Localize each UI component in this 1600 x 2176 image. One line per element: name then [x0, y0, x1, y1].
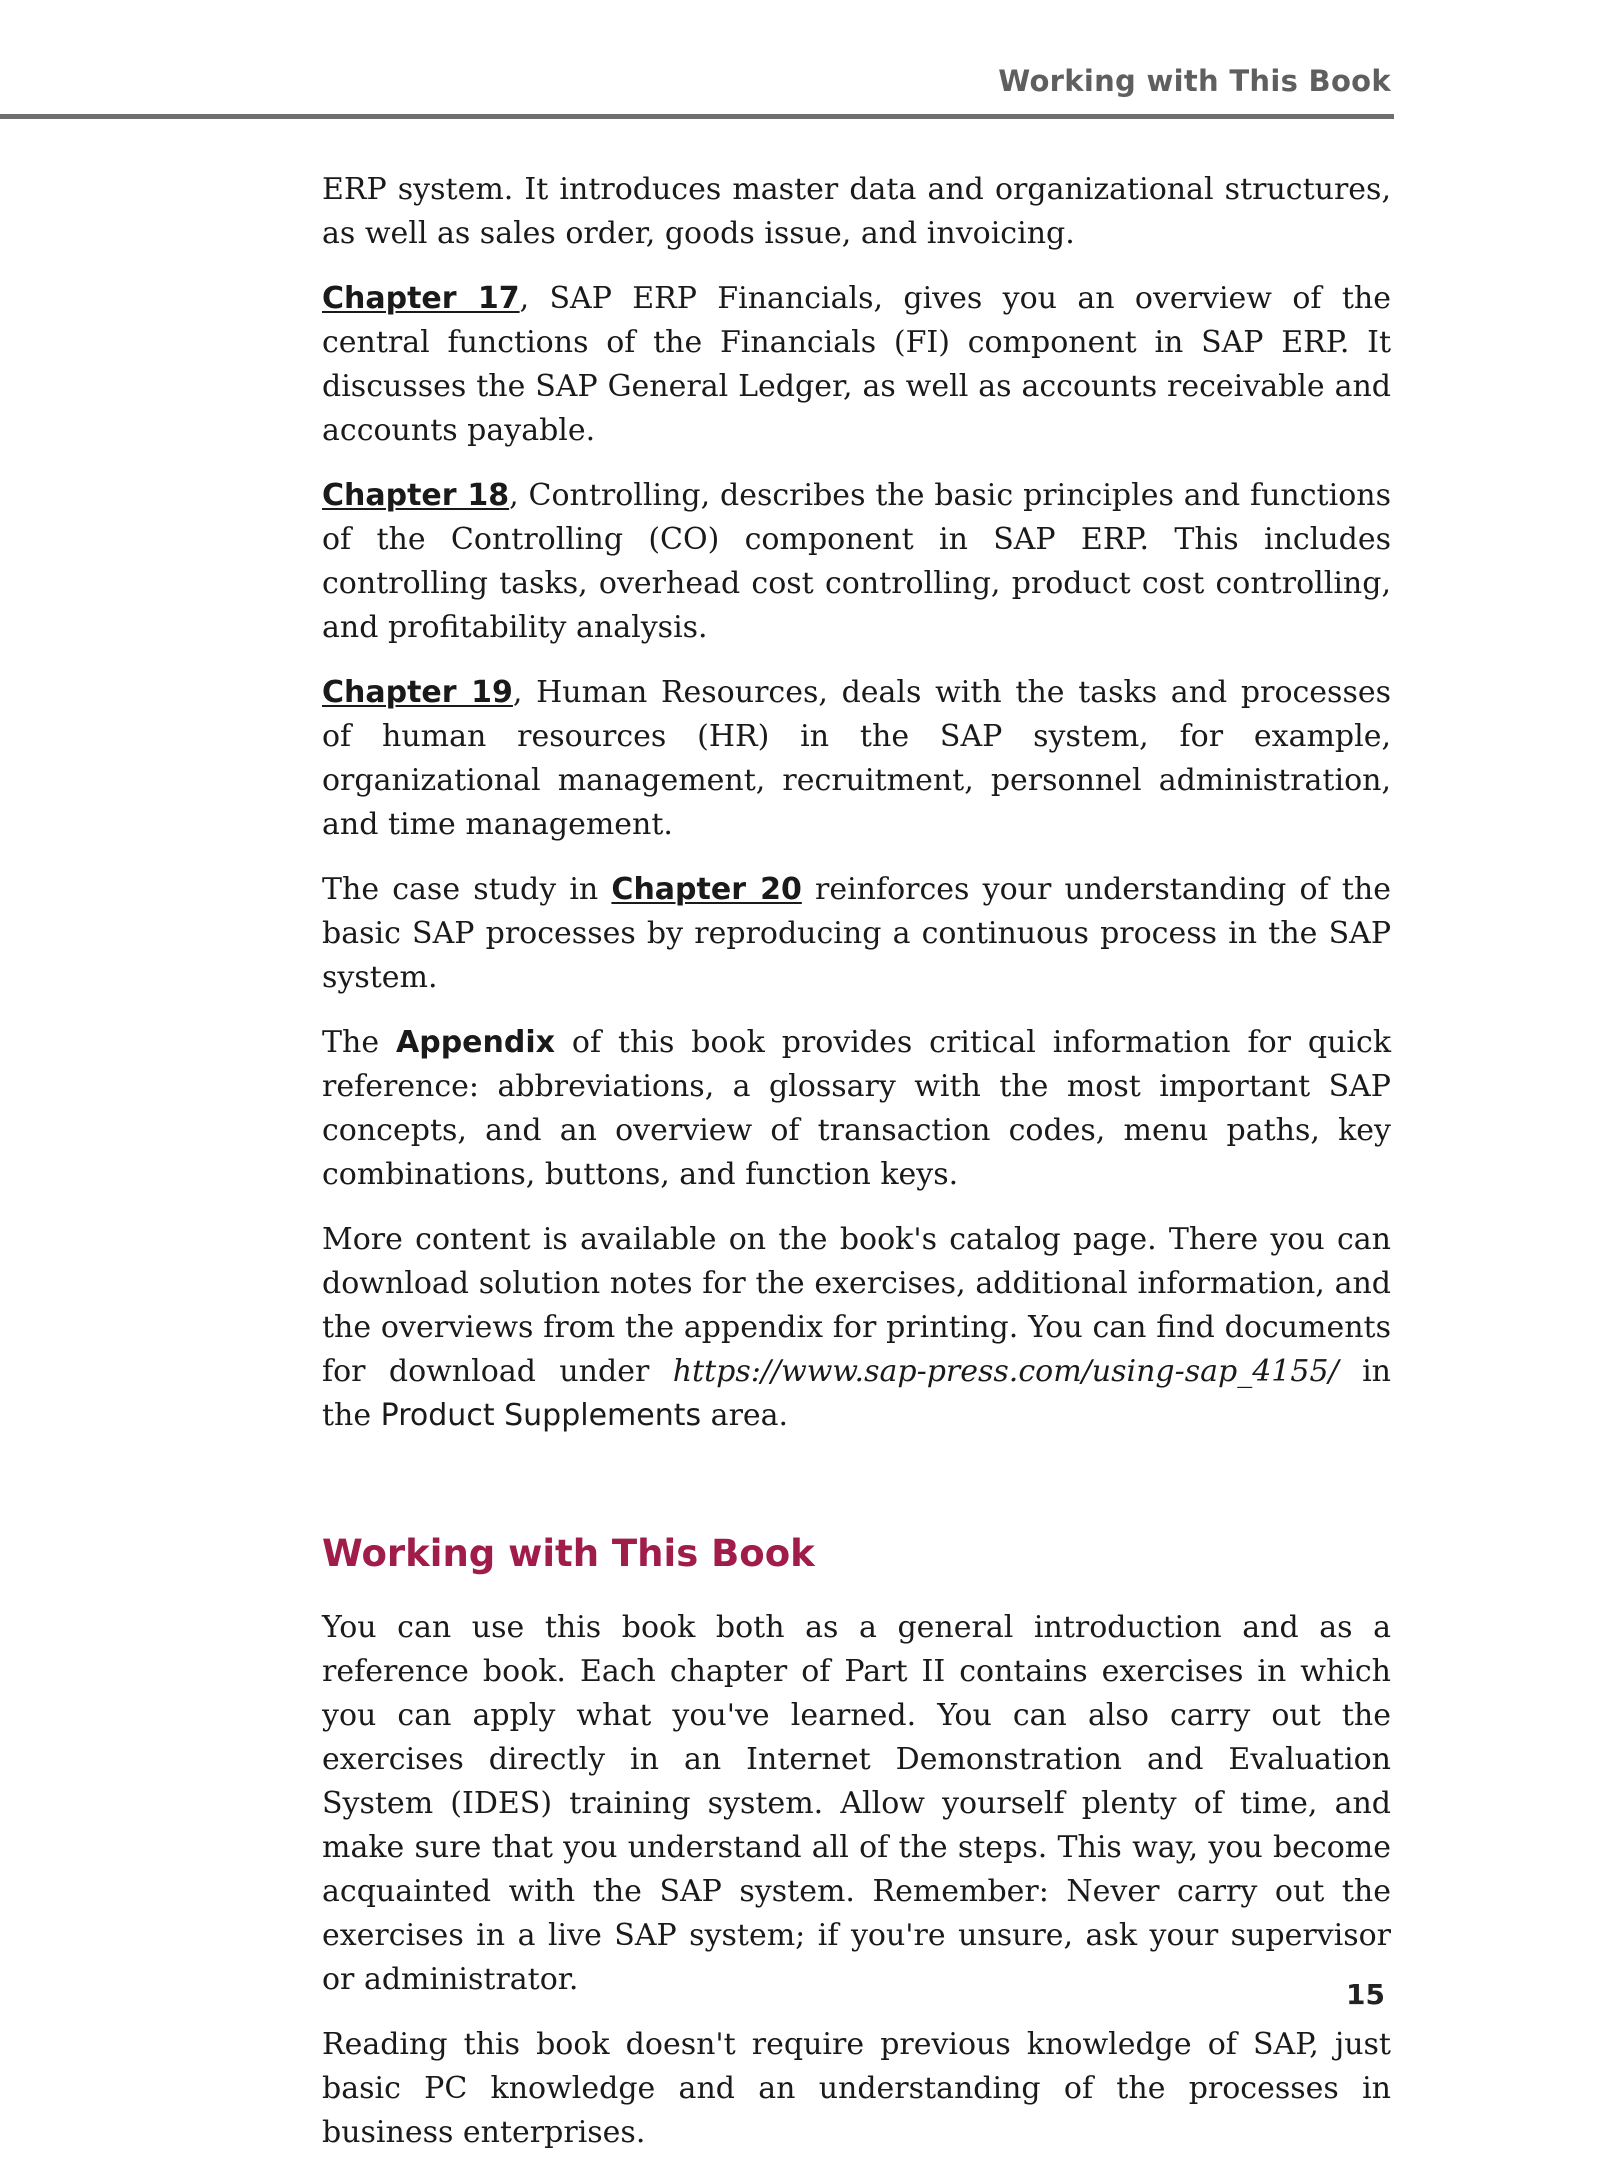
paragraph-case-study	[322, 868, 1391, 1000]
paragraph-text: , Human Resources, deals with the tasks and processes of human resources (HR) in the SAP system, for example, organizational management, recruitment, personnel administration, and time management.	[322, 675, 1391, 842]
chapter-20-link[interactable]: Chapter 20	[611, 872, 802, 907]
chapter-19-link[interactable]: Chapter 19	[322, 675, 513, 710]
paragraph-erp-system	[322, 168, 1391, 256]
page-number: 15	[1346, 1978, 1385, 2011]
paragraph-prerequisites	[322, 2023, 1391, 2155]
paragraph-text: You can use this book both as a general introduction and as a reference book. Each chapter of Part II contains exercises in which you can apply what you've learned. You can also carry out the exercises directly in an Internet Demonstration and Evaluation System (IDES) training system. Allow yourself plenty of time, and make sure that you understand all of the steps. This way, you become acquainted with the SAP system. Remember: Never carry out the exercises in a live SAP system; if you're unsure, ask your supervisor or administrator.	[322, 1610, 1391, 1997]
paragraph-text: More content is available on the book's catalog page. There you can download solution notes for the exercises, additional information, and the overviews from the appendix for printing. You can find documents for download under	[322, 1222, 1391, 1389]
paragraph-text: in the	[322, 1354, 1392, 1433]
paragraph-text: reinforces your understanding of the basic SAP processes by reproducing a continuous process in the SAP system.	[322, 872, 1391, 995]
paragraph-chapter-18	[322, 474, 1391, 650]
paragraph-chapter-19	[322, 671, 1391, 847]
paragraph-text: , SAP ERP Financials, gives you an overview of the central functions of the Financials (FI) component in SAP ERP. It discusses the SAP General Ledger, as well as accounts receivable and accounts payable.	[322, 281, 1391, 448]
paragraph-appendix	[322, 1021, 1391, 1197]
catalog-url-link[interactable]: https://www.sap-press.com/using-sap_4155/	[672, 1354, 1339, 1389]
paragraph-text: The	[322, 1025, 397, 1060]
paragraph-text: , Controlling, describes the basic principles and functions of the Controlling (CO) component in SAP ERP. This includes controlling tasks, overhead cost controlling, product cost controlling, and profitability analysis.	[322, 478, 1391, 645]
paragraph-general-introduction	[322, 1606, 1391, 2002]
paragraph-text: Reading this book doesn't require previous knowledge of SAP, just basic PC knowledge and an understanding of the processes in business enterprises.	[322, 2027, 1391, 2150]
paragraph-text: ERP system. It introduces master data and organizational structures, as well as sales order, goods issue, and invoicing.	[322, 172, 1391, 251]
appendix-term: Appendix	[396, 1025, 555, 1060]
paragraph-text: area.	[701, 1398, 789, 1433]
chapter-18-link[interactable]: Chapter 18	[322, 478, 510, 513]
product-supplements-term: Product Supplements	[380, 1398, 702, 1433]
paragraph-text: The case study in	[322, 872, 612, 907]
running-head: Working with This Book	[998, 64, 1391, 98]
chapter-17-link[interactable]: Chapter 17	[322, 281, 520, 316]
page-body	[322, 168, 1391, 2176]
paragraph-text: of this book provides critical information for quick reference: abbreviations, a glossary with the most important SAP concepts, and an overview of transaction codes, menu paths, key combinations, buttons, and function keys.	[322, 1025, 1391, 1192]
paragraph-more-content	[322, 1218, 1391, 1438]
section-heading: Working with This Book	[322, 1532, 815, 1575]
paragraph-chapter-17	[322, 277, 1391, 453]
header-rule	[0, 114, 1394, 119]
